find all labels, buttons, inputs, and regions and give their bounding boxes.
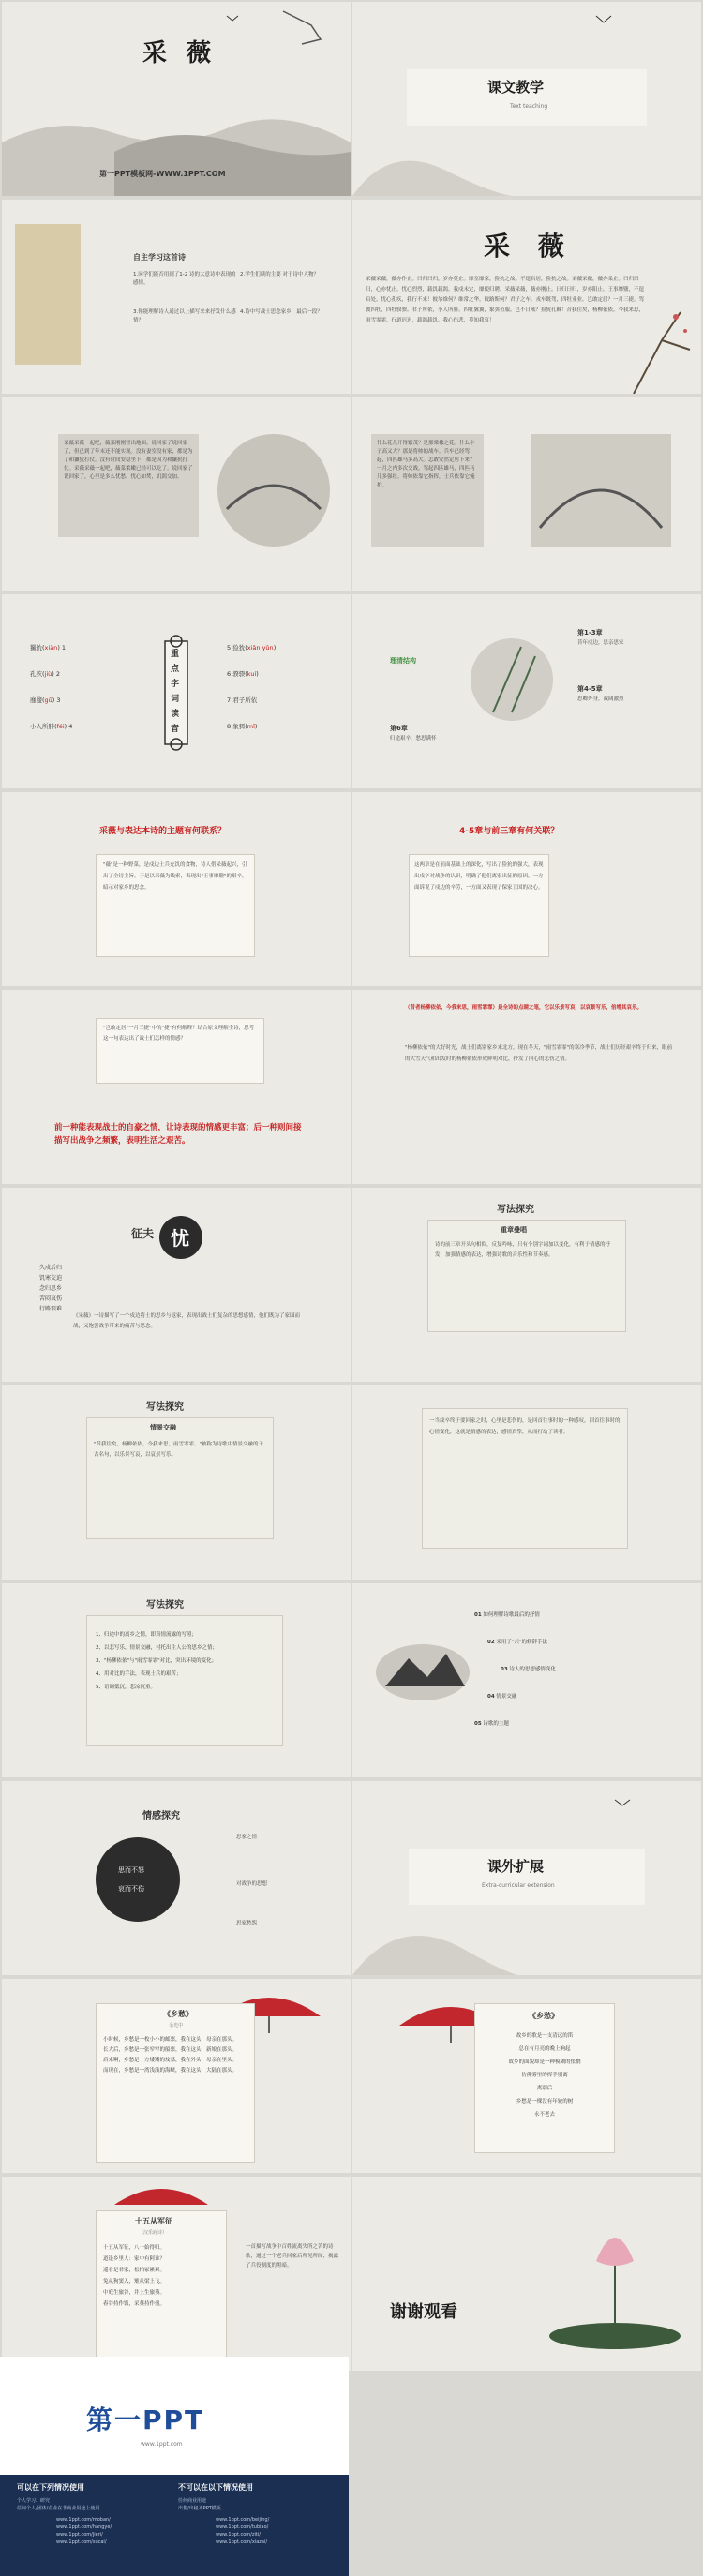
slide-9-answer: "薇"是一种野菜，是戍边士兵充饥的食物，诗人借采薇起兴，引出了全诗主旨。于是以采薇为线索，表现出"王事靡盬"的艰辛，暗示对家乡的思念。: [103, 862, 247, 891]
poem-line: 舂谷持作饭，采葵持作羹。: [103, 2301, 166, 2307]
emotion-item-2: 对战争的思想: [236, 1881, 268, 1887]
slide-10[interactable]: [352, 792, 701, 986]
text: 采用了"兴"的修辞手法: [496, 1640, 547, 1645]
poem-line: 离别后: [536, 2086, 553, 2091]
slide-23-note: 一首描写战争中百姓流离失所之苦的诗歌，通过一个老兵回家后所见所闻，揭露了兵役制度的黑暗。: [246, 2244, 339, 2269]
slide-10-question: 4-5章与前三章有何关联？: [459, 827, 560, 836]
slide-21-poem: [103, 2035, 249, 2076]
worry-char: 忧: [171, 1227, 189, 1250]
slide-6-text: 什么花儿开得繁茂？是那棠棣之花。什么车子高又大？那是将帅的战车。兵车已经驾起，四匹雄马多高大。怎敢安然定居下来？一月之内多次交战。驾起四匹雄马，四匹马儿多强壮。将帅依靠它指挥，士兵依靠它掩护。: [377, 441, 475, 488]
list-item: 1、归途中的离乡之情，即真情流露的写照；: [96, 1632, 198, 1638]
slide-2[interactable]: [352, 2, 701, 196]
number: 2: [55, 670, 61, 678]
promo-link[interactable]: www.1ppt.com/hangye/: [56, 2524, 112, 2530]
poem-line: 兔从狗窦入，雉从梁上飞。: [103, 2279, 166, 2284]
pinyin: mǐ: [247, 723, 255, 730]
poem-line: 乡愁是一棵没有年轮的树: [516, 2099, 574, 2104]
emotion-line-2: 哀而不伤: [118, 1885, 144, 1893]
slide-24[interactable]: [352, 2177, 701, 2371]
slide-17-title: 写法探究: [146, 1600, 184, 1610]
structure-part-1-head: 第1-3章: [577, 629, 603, 637]
slide-15-body: "昔我往矣，杨柳依依。今我来思，雨雪霏霏。"被称为诗歌中情景交融的千古名句，以乐景写哀，以哀景写乐。: [94, 1442, 264, 1458]
pinyin: xiǎn yǔn: [247, 644, 274, 651]
word: 君子所依: [232, 696, 258, 704]
word: 孔疚: [30, 670, 42, 678]
pinyin: xiǎn: [44, 644, 58, 651]
word: 象弭: [232, 723, 246, 730]
slide-19[interactable]: [2, 1781, 351, 1975]
center-char-5: 读: [171, 710, 180, 719]
slide-1-footer: 第一PPT模板网-WWW.1PPT.COM: [99, 170, 226, 178]
poem-line: 十五从军征，八十始得归。: [103, 2245, 166, 2251]
cant-item: 任何商业用途: [178, 2498, 207, 2504]
slide-15-sub: 情景交融: [150, 1424, 176, 1431]
number: 5: [227, 644, 232, 651]
slide-21-title: 《乡愁》: [163, 2010, 193, 2018]
slide-22-poem: [484, 2029, 606, 2121]
calligraphy-scroll: [15, 224, 81, 365]
promo-link[interactable]: www.1ppt.com/jieri/: [56, 2532, 103, 2538]
number: 1: [61, 644, 67, 651]
list-item: [474, 1629, 556, 1656]
slide-7[interactable]: [2, 594, 351, 788]
word-row: 5 猃狁(xiǎn yǔn): [227, 644, 277, 651]
slide-3-item-3: 3.你能理解诗人通过以上描写来来抒发什么感情？: [133, 309, 236, 323]
slide-19-title: 情感探究: [142, 1811, 180, 1821]
slide-12[interactable]: [352, 990, 701, 1184]
ink-mountain-circle: [371, 1640, 474, 1705]
structure-part-2-body: 思卿外身，战阔激烈: [577, 696, 624, 702]
list-item: [474, 1602, 556, 1629]
promo-can-list: [17, 2497, 99, 2512]
number: 03: [501, 1667, 508, 1672]
slide-17[interactable]: [2, 1583, 351, 1777]
word-row: 6 骙骙(kuí): [227, 670, 259, 678]
slide-23-poem: [103, 2242, 219, 2310]
promo-link[interactable]: www.1ppt.com/xiazai/: [216, 2539, 268, 2545]
promo-link[interactable]: www.1ppt.com/moban/: [56, 2517, 111, 2523]
slide-22[interactable]: [352, 1979, 701, 2173]
slide-13-body: 《采薇》一诗描写了一个戍边将士的思乡与返家，表现出战士们复杂的思想感情，他们既为了家园而战，又饱尝战争带来的痛苦与思念。: [73, 1313, 301, 1329]
slide-10-answer: 这两章是在前面基础上的深化，写出了猃狁的强大，表现出戍卒对战争的认识，明确了他们离家出征的原因。一方面诉说了戍边的辛劳，一方面又表现了保家卫国的决心。: [414, 862, 544, 891]
promo-link[interactable]: www.1ppt.com/beijing/: [216, 2517, 270, 2523]
text: 如何理解诗歌最后的抒情: [483, 1612, 540, 1618]
list-item: [474, 1656, 556, 1684]
slide-23-sub: （汉乐府诗）: [139, 2230, 168, 2236]
slide-13-side-list: [39, 1263, 62, 1314]
slide-9-question: 采薇与表达本诗的主题有何联系？: [99, 827, 227, 836]
structure-label: 理清结构: [390, 657, 416, 665]
number: 3: [56, 696, 61, 704]
slide-14-title: 写法探究: [497, 1205, 534, 1215]
promo-link[interactable]: www.1ppt.com/tubiao/: [216, 2524, 269, 2530]
ink-landscape: [2, 2, 351, 196]
word-row: 孔疚(jiù) 2: [30, 670, 61, 678]
center-char-6: 音: [171, 725, 180, 734]
poem-stanza: 长大后，乡愁是一张窄窄的船票，我在这头，新娘在那头。: [103, 2047, 238, 2053]
promo-links-right: [216, 2516, 269, 2546]
ink-painting: [208, 425, 339, 556]
number: 7: [227, 696, 232, 704]
slide-14-scroll: [427, 1220, 626, 1332]
slide-13-title: 征夫: [131, 1227, 155, 1240]
key-words-vertical: [171, 647, 182, 737]
slide-2-title: 课文教学: [487, 79, 545, 96]
text: 情景交融: [496, 1694, 517, 1700]
promo-logo-sub: www.1ppt.com: [141, 2441, 183, 2448]
number: 8: [227, 723, 232, 730]
slide-21-author: 余光中: [169, 2023, 184, 2029]
slide-3-item-4: 4.诗中写战士思念家乡，最后一段？: [240, 309, 322, 315]
text: 诗歌的主题: [483, 1721, 509, 1727]
slide-11-question: "岂敢定居"一月三捷"中的"捷"有何解释？结合原文理解全诗，思考这一句表达出了战士们怎样的情感？: [103, 1026, 255, 1041]
right-words: [227, 643, 276, 748]
ink-bamboo-circle: [465, 628, 559, 731]
emotion-circle: [96, 1837, 180, 1922]
pinyin: jiù: [44, 670, 52, 678]
number: 05: [474, 1721, 482, 1727]
poem-line: 故乡的面貌却是一种模糊的怅惘: [508, 2059, 581, 2065]
word-row: 8 象弭(mǐ): [227, 723, 258, 730]
slide-3-item-2: 2.学生们读的主要 对于诗中人物？: [240, 272, 319, 277]
promo-can-title: 可以在下列情况使用: [17, 2483, 84, 2492]
slide-5[interactable]: [2, 397, 351, 591]
slide-18-list: [474, 1602, 556, 1738]
word: 靡盬: [30, 696, 42, 704]
slide-17-list: [96, 1628, 279, 1694]
text: 诗人的思想感情变化: [509, 1667, 556, 1672]
list-item: [474, 1684, 556, 1711]
number: 04: [487, 1694, 495, 1700]
side-item: 久戍后归: [39, 1265, 63, 1271]
slide-20-title: 课外扩展: [487, 1858, 545, 1875]
poem-stanza: 小时候，乡愁是一枚小小的邮票，我在这头，母亲在那头。: [103, 2037, 238, 2043]
slide-5-text: 采薇采薇一起吧，薇菜刚刚冒出地面。说回家了说回家了，但已到了年末还不能实现。没有妻室没有家，都是为了和玁狁打仗。没有时间安稳坐下，都是因为和玁狁打仗。采薇采薇一起吧，薇菜柔嫩已经可以吃了。说回家了说回家了，心里是多么忧愁。忧心如焚，饥渴交加。: [64, 441, 193, 480]
poem-line: 遥看是君家，松柏冢累累。: [103, 2268, 166, 2273]
center-char-1: 重: [171, 650, 180, 659]
list-item: 4、用对比的手法，表现士兵的艰苦；: [96, 1671, 182, 1677]
slide-14-body: 诗的前三章开头句相似，反复吟咏，只有个别字词加以变化，有利于情感的抒发，加强情感的表达，增强诗歌的音乐性和节奏感。: [435, 1242, 611, 1258]
slide-13[interactable]: [2, 1188, 351, 1382]
center-char-4: 词: [171, 695, 180, 704]
slide-16[interactable]: [352, 1385, 701, 1580]
number: 6: [227, 670, 232, 678]
poem-stanza: 后来啊，乡愁是一方矮矮的坟墓，我在外头，母亲在里头。: [103, 2058, 238, 2063]
center-char-3: 字: [171, 680, 180, 689]
slide-23-title: 十五从军征: [135, 2217, 172, 2225]
slide-12-top: （昔者杨柳依依，今我来思，雨雪霏霏）是全诗的点睛之笔，它以乐景写哀，以哀景写乐，倍增其哀乐。: [405, 1005, 643, 1011]
slide-6[interactable]: [352, 397, 701, 591]
ink-painting-2: [531, 434, 671, 547]
poem-line: 仿佛雾里的挥手别离: [521, 2073, 568, 2078]
slide-12-body: "杨柳依依"的大好时光，战士们离别家乡来北方，现在冬天，"雨雪霏霏"的寒冷季节，战士们历经艰辛终于归来，眼前的大雪天气和出发时的杨柳依依形成鲜明对比，抒发了内心的悲伤之情。: [405, 1045, 673, 1062]
slide-15-title: 写法探究: [146, 1402, 184, 1413]
poem-stanza: 而现在，乡愁是一湾浅浅的海峡，我在这头，大陆在那头。: [103, 2068, 238, 2074]
slide-4-title: 采 薇: [484, 231, 574, 262]
word-row: 玁狁(xiǎn) 1: [30, 644, 67, 651]
structure-part-3-head: 第6章: [390, 725, 408, 732]
promo-logo: 第一PPT: [86, 2404, 205, 2435]
structure-part-1-body: 昔年戍边，思亲思家: [577, 640, 624, 646]
slide-22-title: 《乡愁》: [529, 2012, 559, 2020]
poem-line: 中庭生旅谷，井上生旅葵。: [103, 2290, 166, 2296]
word-row: [227, 696, 276, 722]
pinyin: kuí: [247, 670, 257, 678]
pinyin: féi: [56, 723, 65, 730]
pinyin: gǔ: [44, 696, 52, 704]
left-words: [30, 643, 72, 748]
slide-11[interactable]: [2, 990, 351, 1184]
promo-links-left: [56, 2516, 112, 2546]
can-item: 个人学习、研究: [17, 2498, 51, 2504]
list-item: 2、以悲写乐，情景交融，衬托出主人公的思乡之情；: [96, 1645, 218, 1651]
slide-2-subtitle: Text teaching: [510, 103, 548, 110]
slide-8[interactable]: [352, 594, 701, 788]
slide-21[interactable]: [2, 1979, 351, 2173]
promo-cant-title: 不可以在以下情况使用: [178, 2483, 253, 2492]
number: 01: [474, 1612, 482, 1618]
thanks-title: 谢谢观看: [390, 2302, 457, 2322]
poem-line: 永不老去: [533, 2112, 555, 2118]
number: 02: [487, 1640, 495, 1645]
word: 骙骙: [232, 670, 246, 678]
slide-4-poem: 采薇采薇，薇亦作止。曰归曰归，岁亦莫止。靡室靡家，猃狁之故。不遑启居，猃狁之故。采薇采薇，薇亦柔止。曰归曰归，心亦忧止。忧心烈烈，载饥载渴。我戍未定，靡使归聘。采薇采薇，薇亦刚止。曰归曰归，岁亦阳止。王事靡盬，不遑启处。忧心孔疚，我行不来！彼尔维何？维常之华。彼路斯何？君子之车。戎车既驾，四牡业业。岂敢定居？一月三捷。驾彼四牡，四牡骙骙。君子所依，小人所腓。四牡翼翼，象弭鱼服。岂不日戒？猃狁孔棘！昔我往矣，杨柳依依。今我来思，雨雪霏霏。行道迟迟，载渴载饥。我心伤悲，莫知我哀！: [366, 277, 645, 323]
emotion-item-1: 思家之情: [236, 1835, 258, 1840]
slide-23[interactable]: [2, 2177, 351, 2371]
slide-16-body: 一当戍卒终于要回家之时，心里是悲伤的，是回首往事时的一种感叹，回首往事时的心情变化，这就是情感的表达，感情真挚，从而打动了读者。: [429, 1418, 621, 1435]
side-item: 行路艰难: [39, 1306, 63, 1312]
structure-part-2-head: 第4-5章: [577, 685, 603, 693]
word-row: 小人所腓(féi) 4: [30, 723, 73, 730]
slide-15-scroll: [86, 1417, 274, 1539]
structure-part-3-body: 归途艰辛，愁思满怀: [390, 736, 437, 741]
lotus-icon: [540, 2195, 690, 2355]
promo-link[interactable]: www.1ppt.com/sucai/: [56, 2539, 107, 2545]
slide-20-subtitle: Extra-curricular extension: [482, 1882, 555, 1889]
list-item: 5、语调低沉，悲凉沉重。: [96, 1685, 157, 1690]
slide-9[interactable]: [2, 792, 351, 986]
slide-20[interactable]: [352, 1781, 701, 1975]
emotion-line-1: 思而不怒: [118, 1866, 144, 1874]
slide-1[interactable]: [2, 2, 351, 196]
slide-3-item-1: 1.同学们能否用到了1-2 诗的大意诗中表现的感情。: [133, 272, 236, 286]
slide-4[interactable]: [352, 200, 701, 394]
side-item: 饥寒交迫: [39, 1275, 63, 1281]
side-item: 念归思乡: [39, 1285, 63, 1292]
word: 小人所腓: [30, 723, 54, 730]
slide-11-answer: 前一种能表现战士的自豪之情，让诗表现的情感更丰富；后一种则间接描写出战争之频繁，表明生活之艰苦。: [54, 1123, 302, 1146]
promo-link[interactable]: www.1ppt.com/ziti/: [216, 2532, 261, 2538]
emotion-item-3: 思家愁怨: [236, 1921, 258, 1926]
number: 4: [68, 723, 73, 730]
slide-3[interactable]: [2, 200, 351, 394]
center-char-2: 点: [171, 665, 180, 674]
slide-3-heading: 自主学习这首诗: [133, 253, 186, 262]
poem-line: 总在有月亮的晚上响起: [518, 2046, 571, 2052]
slide-18[interactable]: [352, 1583, 701, 1777]
word: 猃狁: [232, 644, 246, 651]
list-item: 3、"杨柳依依"与"雨雪霏霏"对比，突出环境的变化；: [96, 1658, 217, 1664]
word-row: 靡盬(gǔ) 3: [30, 696, 61, 704]
slide-14-sub: 重章叠唱: [501, 1226, 527, 1234]
slide-14[interactable]: [352, 1188, 701, 1382]
poem-line: 故乡的歌是一支清远的笛: [516, 2033, 574, 2039]
slide-15[interactable]: [2, 1385, 351, 1580]
list-item: [474, 1711, 556, 1738]
promo-cant-list: [178, 2497, 221, 2512]
cant-item: 出售/出租本PPT模板: [178, 2506, 221, 2511]
side-item: 苦闷哀伤: [39, 1295, 63, 1302]
can-item: 任何个人/团体/企业在非商业用途上使用: [17, 2506, 100, 2511]
poem-line: 道逢乡里人：家中有阿谁？: [103, 2256, 166, 2262]
slide-1-title: 采 薇: [142, 39, 217, 67]
word: 玁狁: [30, 644, 42, 651]
